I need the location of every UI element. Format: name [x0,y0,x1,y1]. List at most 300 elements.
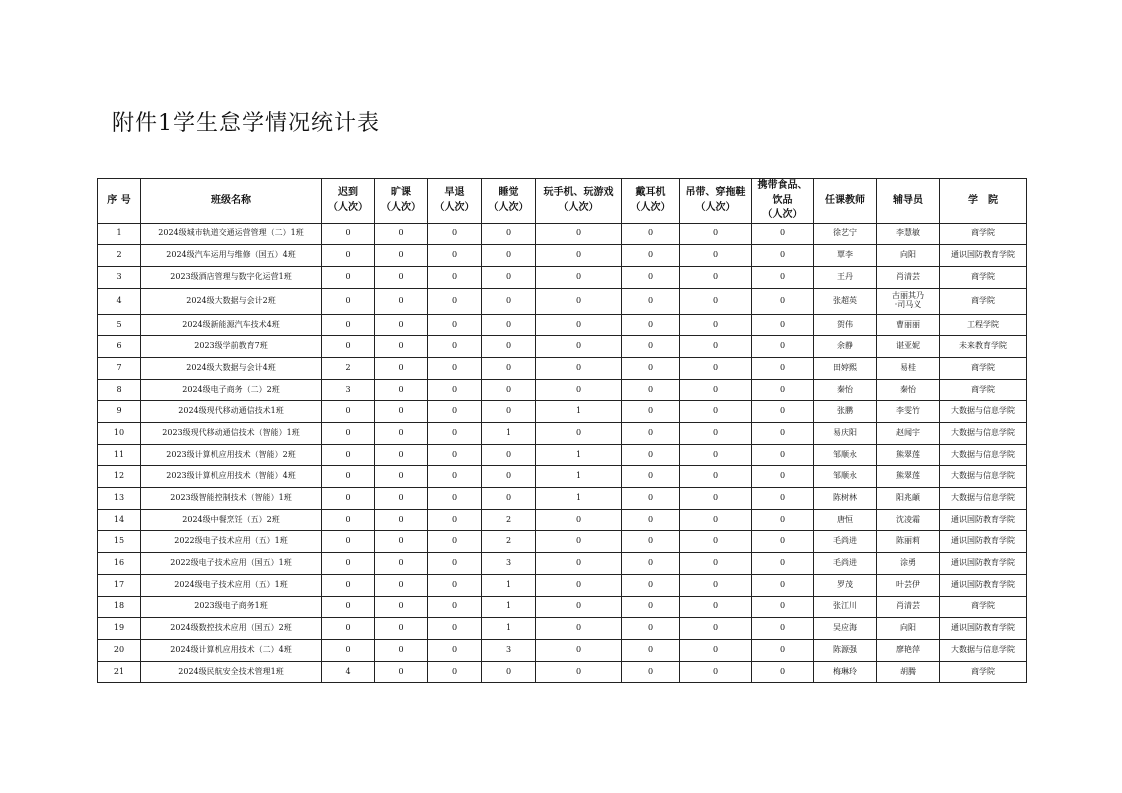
row-teacher: 陈树林 [814,488,877,510]
row-college: 商学院 [940,288,1027,314]
row-class-name: 2024级城市轨道交通运营管理（二）1班 [141,223,322,245]
table-row [98,509,1027,531]
row-sleep: 1 [482,423,536,445]
row-absent: 0 [375,531,428,553]
row-counselor: 熊翠莲 [877,466,940,488]
row-seq: 21 [98,661,141,683]
row-absent: 0 [375,288,428,314]
row-slippers: 0 [680,223,752,245]
row-phone-games: 0 [536,266,622,288]
row-late: 0 [322,488,375,510]
row-late: 0 [322,266,375,288]
row-slippers: 0 [680,574,752,596]
row-teacher: 田婷熙 [814,357,877,379]
row-class-name: 2024级数控技术应用（国五）2班 [141,618,322,640]
row-absent: 0 [375,553,428,575]
row-class-name: 2024级电子技术应用（五）1班 [141,574,322,596]
row-earphones: 0 [622,574,680,596]
row-counselor: 肖清芸 [877,596,940,618]
table-row [98,488,1027,510]
row-food-drinks: 0 [752,639,814,661]
row-seq: 2 [98,245,141,267]
row-class-name: 2024级大数据与会计4班 [141,357,322,379]
row-early-leave: 0 [428,444,482,466]
row-earphones: 0 [622,357,680,379]
row-food-drinks: 0 [752,357,814,379]
row-phone-games: 0 [536,618,622,640]
row-college: 通识国防教育学院 [940,553,1027,575]
row-late: 0 [322,444,375,466]
row-counselor: 易桂 [877,357,940,379]
row-seq: 17 [98,574,141,596]
row-phone-games: 0 [536,509,622,531]
row-college: 商学院 [940,223,1027,245]
row-absent: 0 [375,488,428,510]
row-slippers: 0 [680,531,752,553]
row-sleep: 0 [482,661,536,683]
row-teacher: 吴应海 [814,618,877,640]
row-food-drinks: 0 [752,444,814,466]
header-college: 学 院 [940,179,1027,224]
row-college: 通识国防教育学院 [940,531,1027,553]
row-earphones: 0 [622,314,680,336]
row-phone-games: 1 [536,444,622,466]
row-slippers: 0 [680,553,752,575]
row-early-leave: 0 [428,466,482,488]
row-phone-games: 0 [536,357,622,379]
row-counselor: 曹丽丽 [877,314,940,336]
row-college: 大数据与信息学院 [940,401,1027,423]
row-food-drinks: 0 [752,401,814,423]
row-college: 工程学院 [940,314,1027,336]
row-food-drinks: 0 [752,661,814,683]
row-phone-games: 0 [536,288,622,314]
row-counselor: 李慧敏 [877,223,940,245]
row-early-leave: 0 [428,574,482,596]
row-early-leave: 0 [428,266,482,288]
row-sleep: 0 [482,401,536,423]
header-food-drinks: 携带食品、 饮品 （人次） [752,179,814,224]
row-seq: 20 [98,639,141,661]
row-counselor: 胡腾 [877,661,940,683]
row-earphones: 0 [622,639,680,661]
row-absent: 0 [375,639,428,661]
document-title: 附件1学生怠学情况统计表 [112,111,380,136]
table-row [98,314,1027,336]
row-earphones: 0 [622,618,680,640]
row-earphones: 0 [622,336,680,358]
row-sleep: 1 [482,596,536,618]
row-sleep: 0 [482,488,536,510]
row-seq: 5 [98,314,141,336]
row-class-name: 2024级中餐烹饪（五）2班 [141,509,322,531]
row-class-name: 2024级大数据与会计2班 [141,288,322,314]
header-slippers: 吊带、穿拖鞋 （人次） [680,179,752,224]
row-slippers: 0 [680,379,752,401]
table-row [98,423,1027,445]
row-slippers: 0 [680,639,752,661]
row-late: 0 [322,618,375,640]
row-food-drinks: 0 [752,266,814,288]
row-late: 0 [322,596,375,618]
row-slippers: 0 [680,423,752,445]
row-phone-games: 0 [536,531,622,553]
row-seq: 18 [98,596,141,618]
row-late: 0 [322,336,375,358]
row-seq: 4 [98,288,141,314]
row-slippers: 0 [680,266,752,288]
row-early-leave: 0 [428,531,482,553]
row-absent: 0 [375,423,428,445]
row-teacher: 余静 [814,336,877,358]
table-header [98,179,1027,224]
row-teacher: 陈源强 [814,639,877,661]
row-sleep: 1 [482,574,536,596]
row-counselor: 熊翠莲 [877,444,940,466]
row-early-leave: 0 [428,553,482,575]
row-early-leave: 0 [428,661,482,683]
row-phone-games: 0 [536,314,622,336]
row-sleep: 2 [482,531,536,553]
row-teacher: 覃李 [814,245,877,267]
row-late: 0 [322,574,375,596]
row-phone-games: 0 [536,245,622,267]
row-earphones: 0 [622,288,680,314]
row-early-leave: 0 [428,223,482,245]
row-late: 0 [322,639,375,661]
row-earphones: 0 [622,596,680,618]
row-college: 大数据与信息学院 [940,444,1027,466]
row-food-drinks: 0 [752,223,814,245]
row-late: 4 [322,661,375,683]
row-early-leave: 0 [428,314,482,336]
row-class-name: 2023级现代移动通信技术（智能）1班 [141,423,322,445]
row-slippers: 0 [680,466,752,488]
row-late: 0 [322,288,375,314]
row-college: 商学院 [940,357,1027,379]
row-seq: 6 [98,336,141,358]
row-seq: 10 [98,423,141,445]
row-counselor: 叶芸伊 [877,574,940,596]
row-sleep: 0 [482,223,536,245]
row-counselor: 古丽其乃 ·司马义 [877,288,940,314]
row-earphones: 0 [622,466,680,488]
row-phone-games: 1 [536,401,622,423]
row-counselor: 肖清芸 [877,266,940,288]
row-teacher: 邹顺永 [814,444,877,466]
row-earphones: 0 [622,553,680,575]
row-teacher: 张超英 [814,288,877,314]
row-earphones: 0 [622,423,680,445]
table-row [98,401,1027,423]
row-college: 通识国防教育学院 [940,245,1027,267]
row-counselor: 谌亚妮 [877,336,940,358]
table-row [98,466,1027,488]
table-row [98,379,1027,401]
row-earphones: 0 [622,379,680,401]
row-counselor: 秦怡 [877,379,940,401]
row-seq: 8 [98,379,141,401]
row-college: 商学院 [940,596,1027,618]
row-earphones: 0 [622,488,680,510]
table-row [98,245,1027,267]
row-absent: 0 [375,401,428,423]
row-early-leave: 0 [428,423,482,445]
row-earphones: 0 [622,531,680,553]
table-row [98,596,1027,618]
row-phone-games: 0 [536,639,622,661]
row-sleep: 0 [482,266,536,288]
row-sleep: 0 [482,444,536,466]
row-sleep: 0 [482,314,536,336]
table-row [98,574,1027,596]
row-late: 0 [322,466,375,488]
row-earphones: 0 [622,245,680,267]
table-row [98,288,1027,314]
row-phone-games: 0 [536,223,622,245]
row-phone-games: 0 [536,553,622,575]
row-teacher: 邹顺永 [814,466,877,488]
row-class-name: 2022级电子技术应用（国五）1班 [141,553,322,575]
header-late: 迟到 （人次） [322,179,375,224]
row-class-name: 2023级学前教育7班 [141,336,322,358]
row-food-drinks: 0 [752,245,814,267]
header-seq: 序 号 [98,179,141,224]
row-food-drinks: 0 [752,288,814,314]
row-college: 商学院 [940,379,1027,401]
row-class-name: 2023级计算机应用技术（智能）2班 [141,444,322,466]
student-truancy-stats-table [97,178,1027,683]
row-food-drinks: 0 [752,423,814,445]
row-food-drinks: 0 [752,379,814,401]
row-slippers: 0 [680,245,752,267]
row-class-name: 2024级民航安全技术管理1班 [141,661,322,683]
row-teacher: 毛尚进 [814,553,877,575]
row-slippers: 0 [680,288,752,314]
row-phone-games: 0 [536,661,622,683]
row-phone-games: 1 [536,466,622,488]
row-early-leave: 0 [428,336,482,358]
row-counselor: 涂勇 [877,553,940,575]
row-college: 商学院 [940,266,1027,288]
row-slippers: 0 [680,509,752,531]
row-absent: 0 [375,661,428,683]
row-early-leave: 0 [428,288,482,314]
row-absent: 0 [375,223,428,245]
row-food-drinks: 0 [752,336,814,358]
row-absent: 0 [375,509,428,531]
row-college: 商学院 [940,661,1027,683]
row-seq: 16 [98,553,141,575]
row-slippers: 0 [680,444,752,466]
row-late: 0 [322,223,375,245]
row-food-drinks: 0 [752,596,814,618]
row-class-name: 2024级现代移动通信技术1班 [141,401,322,423]
row-counselor: 沈凌霜 [877,509,940,531]
row-teacher: 秦怡 [814,379,877,401]
table-row [98,639,1027,661]
row-teacher: 张鹏 [814,401,877,423]
row-class-name: 2023级计算机应用技术（智能）4班 [141,466,322,488]
row-teacher: 梅琳玲 [814,661,877,683]
header-phone-games: 玩手机、玩游戏 （人次） [536,179,622,224]
header-sleep: 睡觉 （人次） [482,179,536,224]
row-phone-games: 0 [536,423,622,445]
row-seq: 3 [98,266,141,288]
row-late: 0 [322,553,375,575]
header-teacher: 任课教师 [814,179,877,224]
row-slippers: 0 [680,401,752,423]
row-phone-games: 0 [536,379,622,401]
row-late: 0 [322,245,375,267]
row-early-leave: 0 [428,596,482,618]
row-food-drinks: 0 [752,618,814,640]
row-absent: 0 [375,357,428,379]
table-row [98,223,1027,245]
table-row [98,531,1027,553]
table-row [98,661,1027,683]
row-phone-games: 1 [536,488,622,510]
row-absent: 0 [375,379,428,401]
row-counselor: 赵闻宇 [877,423,940,445]
table-row [98,553,1027,575]
row-class-name: 2024级计算机应用技术（二）4班 [141,639,322,661]
row-food-drinks: 0 [752,531,814,553]
row-absent: 0 [375,574,428,596]
row-college: 通识国防教育学院 [940,509,1027,531]
row-absent: 0 [375,618,428,640]
row-early-leave: 0 [428,357,482,379]
row-sleep: 0 [482,466,536,488]
row-class-name: 2024级电子商务（二）2班 [141,379,322,401]
header-counselor: 辅导员 [877,179,940,224]
row-food-drinks: 0 [752,574,814,596]
row-earphones: 0 [622,661,680,683]
row-sleep: 0 [482,357,536,379]
header-class-name: 班级名称 [141,179,322,224]
row-counselor: 陈丽莉 [877,531,940,553]
row-absent: 0 [375,266,428,288]
row-food-drinks: 0 [752,553,814,575]
row-absent: 0 [375,466,428,488]
row-counselor: 李雯竹 [877,401,940,423]
row-slippers: 0 [680,661,752,683]
row-slippers: 0 [680,314,752,336]
row-early-leave: 0 [428,488,482,510]
row-seq: 11 [98,444,141,466]
row-early-leave: 0 [428,509,482,531]
row-college: 大数据与信息学院 [940,639,1027,661]
row-absent: 0 [375,245,428,267]
row-early-leave: 0 [428,245,482,267]
row-early-leave: 0 [428,618,482,640]
table-row [98,357,1027,379]
header-earphones: 戴耳机 （人次） [622,179,680,224]
row-seq: 14 [98,509,141,531]
row-class-name: 2023级电子商务1班 [141,596,322,618]
row-teacher: 王丹 [814,266,877,288]
row-class-name: 2024级新能源汽车技术4班 [141,314,322,336]
row-late: 0 [322,423,375,445]
row-counselor: 廖艳萍 [877,639,940,661]
row-sleep: 0 [482,288,536,314]
table-row [98,336,1027,358]
row-earphones: 0 [622,266,680,288]
row-sleep: 0 [482,245,536,267]
header-row [98,179,1027,224]
row-late: 0 [322,509,375,531]
row-seq: 1 [98,223,141,245]
row-seq: 19 [98,618,141,640]
row-seq: 9 [98,401,141,423]
row-teacher: 贺伟 [814,314,877,336]
row-food-drinks: 0 [752,466,814,488]
header-absent: 旷课 （人次） [375,179,428,224]
row-class-name: 2024级汽车运用与维修（国五）4班 [141,245,322,267]
row-slippers: 0 [680,596,752,618]
row-seq: 12 [98,466,141,488]
row-teacher: 张江川 [814,596,877,618]
row-slippers: 0 [680,336,752,358]
row-food-drinks: 0 [752,509,814,531]
row-late: 0 [322,314,375,336]
row-college: 大数据与信息学院 [940,488,1027,510]
row-slippers: 0 [680,618,752,640]
row-slippers: 0 [680,488,752,510]
row-late: 3 [322,379,375,401]
header-early-leave: 早退 （人次） [428,179,482,224]
row-sleep: 1 [482,618,536,640]
row-food-drinks: 0 [752,488,814,510]
row-early-leave: 0 [428,401,482,423]
row-teacher: 唐恒 [814,509,877,531]
row-earphones: 0 [622,223,680,245]
row-seq: 15 [98,531,141,553]
row-counselor: 阳兆頔 [877,488,940,510]
row-phone-games: 0 [536,336,622,358]
row-class-name: 2022级电子技术应用（五）1班 [141,531,322,553]
row-counselor: 向阳 [877,245,940,267]
row-teacher: 毛尚进 [814,531,877,553]
row-earphones: 0 [622,444,680,466]
row-college: 大数据与信息学院 [940,466,1027,488]
row-late: 2 [322,357,375,379]
row-college: 通识国防教育学院 [940,618,1027,640]
row-college: 未来教育学院 [940,336,1027,358]
row-college: 大数据与信息学院 [940,423,1027,445]
row-sleep: 0 [482,379,536,401]
row-absent: 0 [375,336,428,358]
row-class-name: 2023级酒店管理与数字化运营1班 [141,266,322,288]
row-teacher: 易庆阳 [814,423,877,445]
row-early-leave: 0 [428,379,482,401]
row-absent: 0 [375,596,428,618]
row-sleep: 3 [482,553,536,575]
row-absent: 0 [375,314,428,336]
row-late: 0 [322,401,375,423]
row-absent: 0 [375,444,428,466]
row-counselor: 向阳 [877,618,940,640]
row-earphones: 0 [622,509,680,531]
row-sleep: 3 [482,639,536,661]
row-teacher: 罗茂 [814,574,877,596]
row-slippers: 0 [680,357,752,379]
row-earphones: 0 [622,401,680,423]
row-sleep: 2 [482,509,536,531]
row-class-name: 2023级智能控制技术（智能）1班 [141,488,322,510]
table-row [98,618,1027,640]
row-phone-games: 0 [536,596,622,618]
